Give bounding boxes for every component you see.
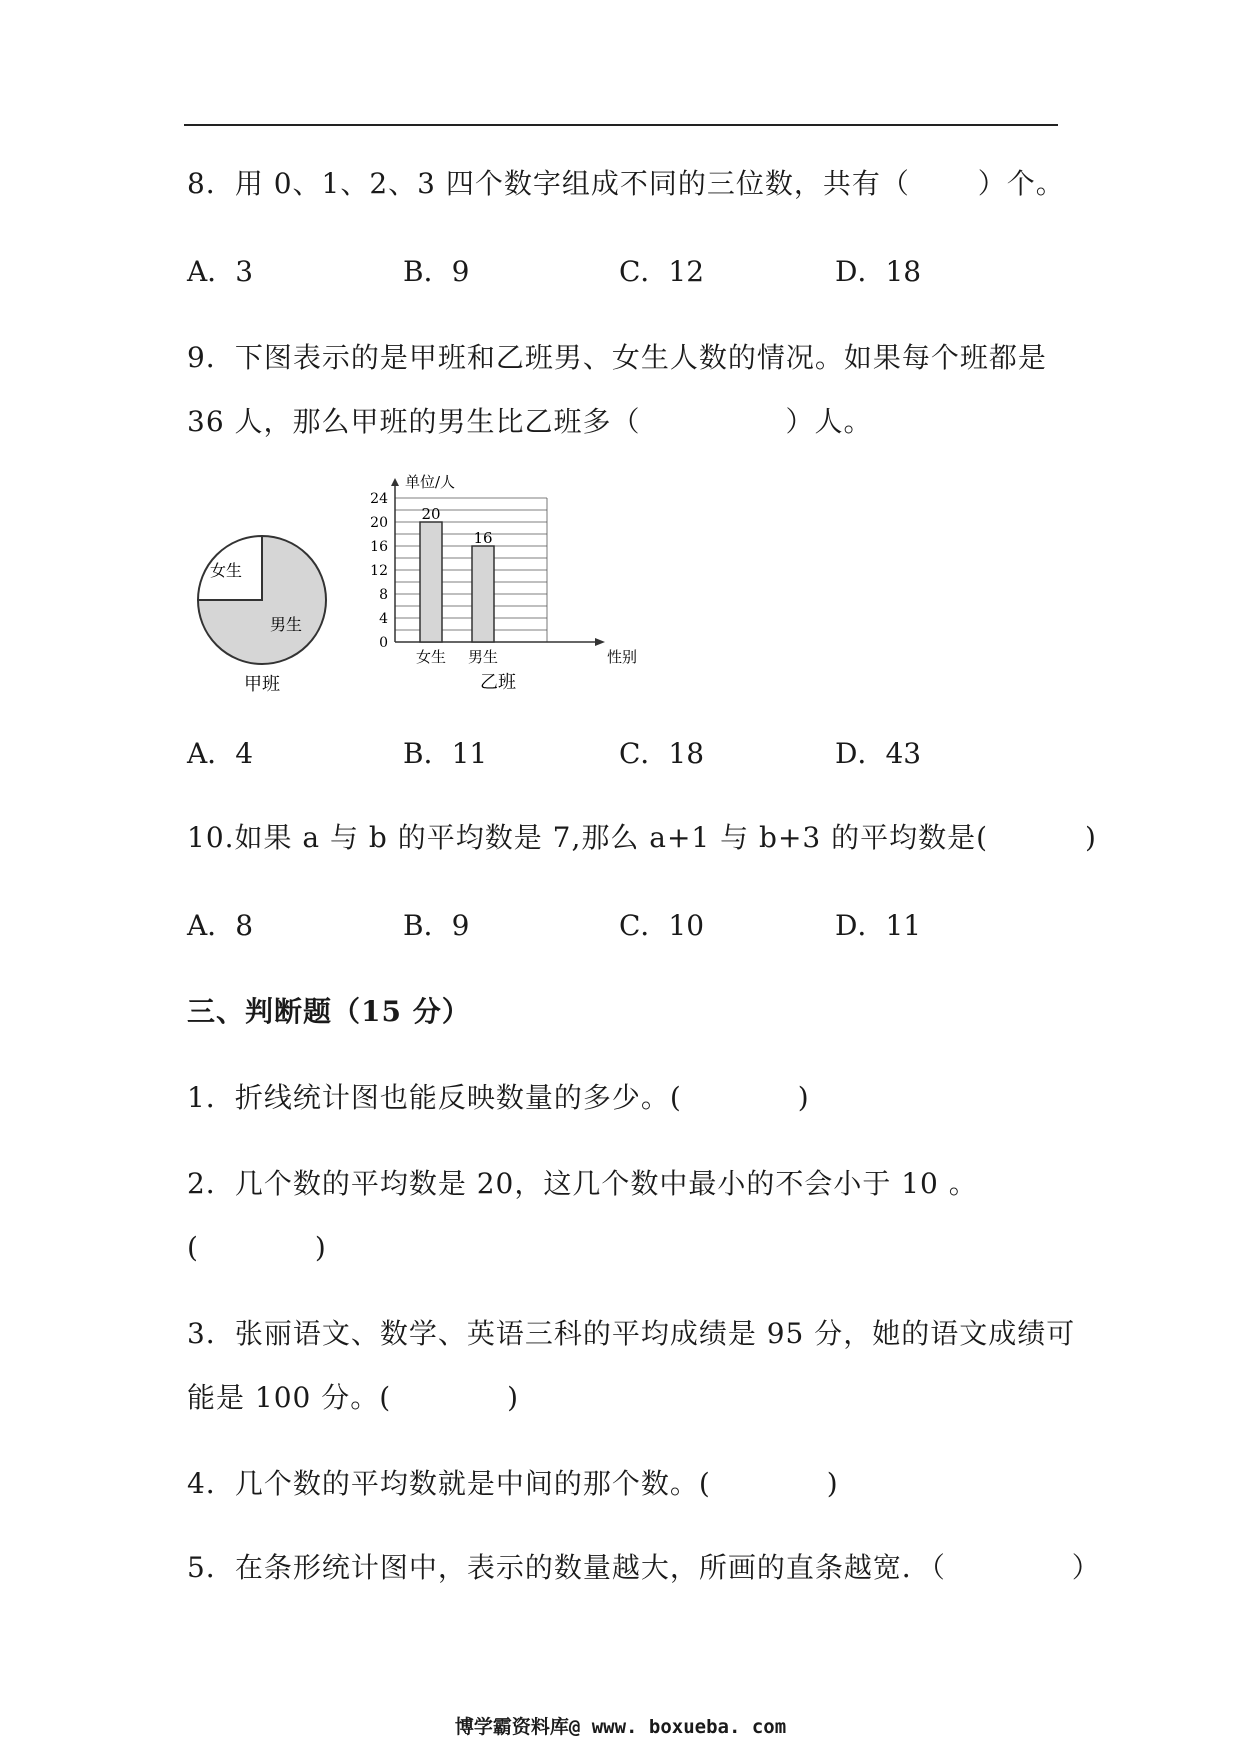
q10-option-c: C．10 xyxy=(619,909,705,942)
top-rule xyxy=(184,124,1058,126)
bar-data-label: 16 xyxy=(473,529,493,547)
q8-stem: 8．用 0、1、2、3 四个数字组成不同的三位数，共有（ ）个。 xyxy=(187,167,1065,200)
y-tick-label: 20 xyxy=(370,515,388,531)
y-tick-label: 4 xyxy=(379,611,388,627)
q10-option-a: A．8 xyxy=(187,909,254,942)
y-tick-label: 0 xyxy=(379,635,388,651)
judge-item-5: 5．在条形统计图中，表示的数量越大，所画的直条越宽．（ ） xyxy=(187,1551,1101,1584)
judge-item-3: 3．张丽语文、数学、英语三科的平均成绩是 95 分，她的语文成绩可 xyxy=(187,1317,1076,1350)
judge-item-2-blank: ( ) xyxy=(187,1231,327,1264)
judge-item-3-cont: 能是 100 分。( ) xyxy=(187,1381,520,1414)
q10-option-b: B．9 xyxy=(403,909,470,942)
q9-option-c: C．18 xyxy=(619,737,705,770)
q9-stem-line2: 36 人，那么甲班的男生比乙班多（ ）人。 xyxy=(187,405,873,438)
q10-stem: 10.如果 a 与 b 的平均数是 7,那么 a+1 与 b+3 的平均数是( ) xyxy=(187,821,1097,854)
x-axis-label: 性别 xyxy=(607,648,638,666)
q10-option-d: D．11 xyxy=(835,909,922,942)
q8-option-b: B．9 xyxy=(403,255,470,288)
q9-option-d: D．43 xyxy=(835,737,922,770)
q8-option-d: D．18 xyxy=(835,255,922,288)
bar-girls xyxy=(420,522,442,642)
bar-chart xyxy=(355,470,655,695)
q9-option-b: B．11 xyxy=(403,737,488,770)
x-tick-label: 男生 xyxy=(467,648,499,666)
y-tick-label: 16 xyxy=(370,539,388,555)
q9-option-a: A．4 xyxy=(187,737,254,770)
judge-item-1: 1．折线统计图也能反映数量的多少。( ) xyxy=(187,1081,810,1114)
bar-grid xyxy=(370,491,547,651)
section3-title: 三、判断题（15 分） xyxy=(187,995,471,1028)
q8-option-a: A．3 xyxy=(187,255,254,288)
pie-label-girls: 女生 xyxy=(209,561,243,580)
q9-stem-line1: 9．下图表示的是甲班和乙班男、女生人数的情况。如果每个班都是 xyxy=(187,341,1047,374)
bar-caption: 乙班 xyxy=(480,672,516,693)
y-tick-label: 12 xyxy=(370,563,388,579)
footer-watermark: 博学霸资料库@ www. boxueba. com xyxy=(454,1716,787,1738)
pie-caption: 甲班 xyxy=(244,674,280,695)
judge-item-4: 4．几个数的平均数就是中间的那个数。( ) xyxy=(187,1467,839,1500)
pie-chart xyxy=(180,520,360,710)
bar-boys xyxy=(472,546,494,642)
pie-label-boys: 男生 xyxy=(269,615,303,634)
y-tick-label: 8 xyxy=(379,587,388,603)
y-tick-label: 24 xyxy=(370,491,388,507)
x-axis-arrow-icon xyxy=(595,638,605,646)
q8-option-c: C．12 xyxy=(619,255,705,288)
x-tick-label: 女生 xyxy=(415,648,447,666)
bar-data-label: 20 xyxy=(421,505,441,523)
y-axis-arrow-icon xyxy=(391,478,399,486)
y-unit-label: 单位/人 xyxy=(405,473,456,491)
judge-item-2: 2．几个数的平均数是 20，这几个数中最小的不会小于 10 。 xyxy=(187,1167,978,1200)
